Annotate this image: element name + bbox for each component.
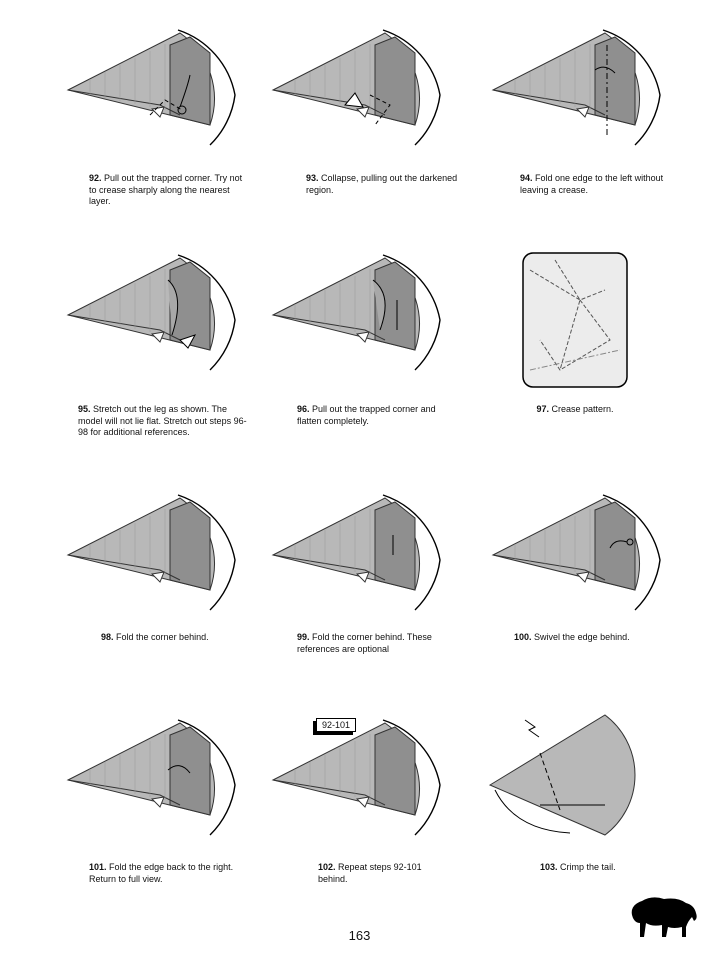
step-text: Fold the corner behind. These references are optional	[297, 632, 432, 654]
step-96-diagram	[265, 240, 445, 380]
step-103-diagram	[485, 705, 665, 845]
step-text: Fold the corner behind.	[116, 632, 209, 642]
step-99-diagram	[265, 480, 445, 620]
step-96-caption	[297, 404, 457, 427]
step-number: 100.	[514, 632, 532, 642]
step-number: 96.	[297, 404, 310, 414]
step-text: Crease pattern.	[551, 404, 614, 414]
step-102-caption	[318, 862, 428, 885]
step-number: 92.	[89, 173, 102, 183]
step-103-caption	[540, 862, 700, 874]
step-number: 94.	[520, 173, 533, 183]
step-text: Crimp the tail.	[560, 862, 616, 872]
step-number: 103.	[540, 862, 558, 872]
step-94-diagram	[485, 15, 665, 155]
step-101-caption	[89, 862, 249, 885]
step-101-diagram	[60, 705, 240, 845]
step-text: Stretch out the leg as shown. The model will not lie flat. Stretch out steps 96-98 for additional references.	[78, 404, 247, 437]
step-95-diagram	[60, 240, 240, 380]
step-number: 98.	[101, 632, 114, 642]
step-92-diagram	[60, 15, 240, 155]
step-93-caption	[306, 173, 466, 196]
step-97-diagram	[520, 250, 630, 390]
step-text: Collapse, pulling out the darkened region.	[306, 173, 458, 195]
step-text: Fold one edge to the left without leaving a crease.	[520, 173, 664, 195]
step-97-caption	[495, 404, 655, 416]
reference-box: 92-101	[316, 718, 356, 732]
step-number: 93.	[306, 173, 319, 183]
step-number: 97.	[536, 404, 549, 414]
step-text: Pull out the trapped corner and flatten completely.	[297, 404, 436, 426]
step-number: 95.	[78, 404, 91, 414]
step-98-diagram	[60, 480, 240, 620]
step-98-caption	[101, 632, 261, 644]
step-number: 99.	[297, 632, 310, 642]
step-100-caption	[514, 632, 674, 644]
step-94-caption	[520, 173, 680, 196]
step-92-caption	[89, 173, 249, 208]
step-text: Fold the edge back to the right. Return to full view.	[89, 862, 234, 884]
step-number: 102.	[318, 862, 336, 872]
step-text: Pull out the trapped corner. Try not to crease sharply along the nearest layer.	[89, 173, 243, 206]
step-text: Repeat steps 92-101 behind.	[318, 862, 422, 884]
step-95-caption	[78, 404, 248, 439]
step-text: Swivel the edge behind.	[534, 632, 630, 642]
step-99-caption	[297, 632, 467, 655]
page-number: 163	[348, 928, 371, 943]
step-100-diagram	[485, 480, 665, 620]
step-93-diagram	[265, 15, 445, 155]
step-number: 101.	[89, 862, 107, 872]
